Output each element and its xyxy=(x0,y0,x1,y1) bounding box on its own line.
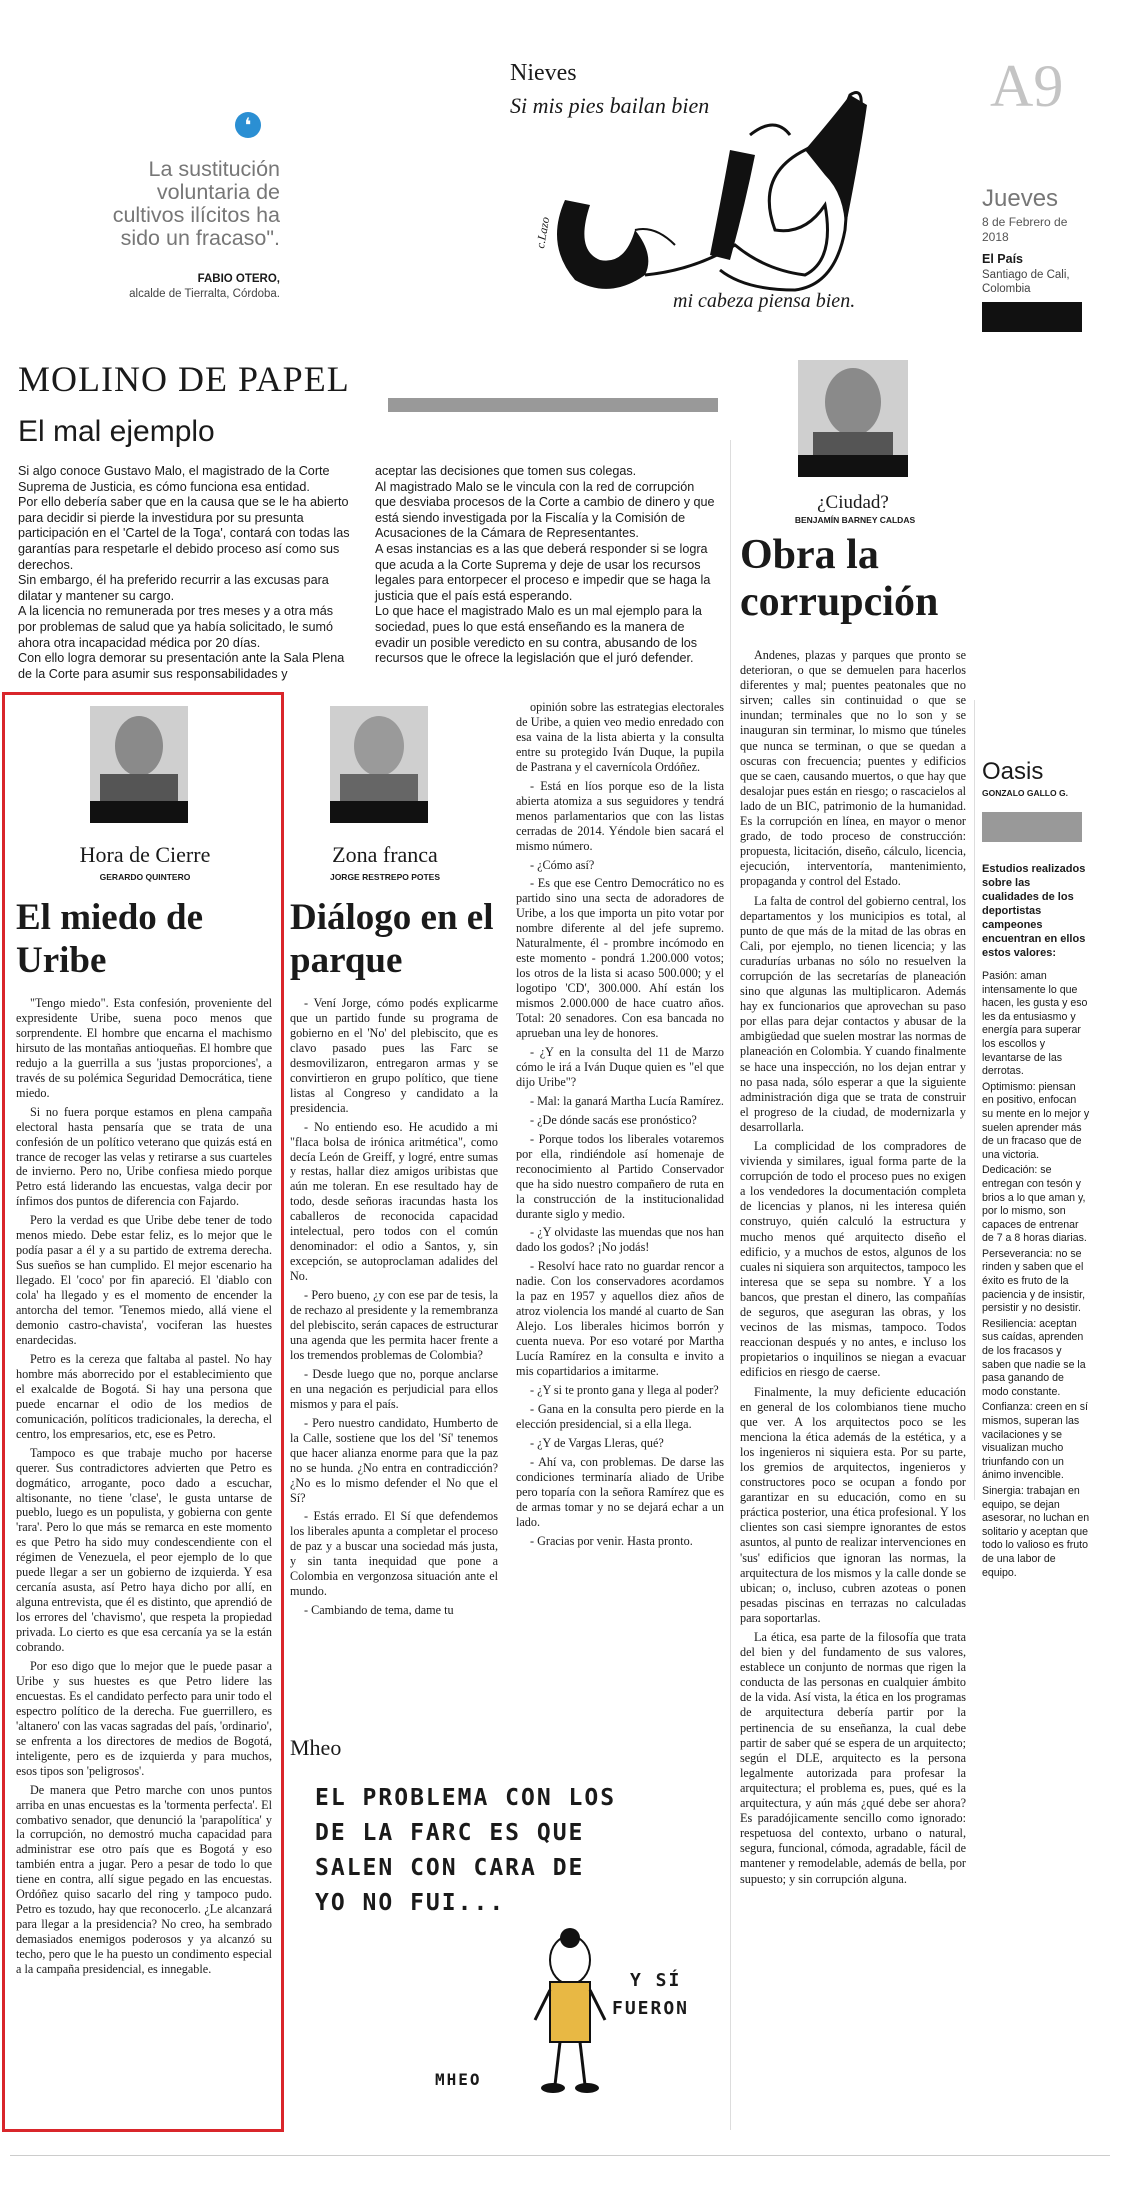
portrait-icon xyxy=(798,360,908,455)
ciudad-author: BENJAMÍN BARNEY CALDAS xyxy=(794,515,916,525)
masthead-black-bar xyxy=(982,302,1082,332)
page-number: A9 xyxy=(990,53,1064,119)
section-title-molino: MOLINO DE PAPEL xyxy=(18,359,350,399)
edition-date: 8 de Febrero de 2018 xyxy=(982,215,1068,244)
dancer-drawing xyxy=(505,55,925,320)
zona-column-name: Zona franca xyxy=(332,842,438,867)
zona-author: JORGE RESTREPO POTES xyxy=(329,872,441,882)
portrait-icon xyxy=(90,706,188,801)
mheo-caption-1: EL PROBLEMA CON LOS xyxy=(315,1785,617,1811)
cartoon-signature: c.Lazo xyxy=(533,215,553,250)
paper-name: El País xyxy=(982,252,1023,266)
author-photo-quintero xyxy=(90,706,188,823)
quote-role: alcalde de Tierralta, Córdoba. xyxy=(129,288,280,300)
editorial-headline: El mal ejemplo xyxy=(18,415,215,448)
mheo-cartoon xyxy=(290,1770,726,2110)
ciudad-body: Andenes, plazas y parques que pronto se deterioran, o que se demuelen para hacerlos diferentes y mal; puentes peatonales que no sirven; calles sin continuidad o que se inundan; terminales que no lo son y se inauguran sin terminar, lo mismo que túneles que nunca se terminan, o que se quedan a oscuras con frecuencia; puentes y edificios que se caen, causando muertos, o que hay que desalojar pues están en riesgo; o rascacielos al lado de un BIC, patrimonio de la humanidad. Es la corrupción en línea, en mayor o menor grado, de todo proceso de construcción: propuesta, licitación, diseño, cálculo, licencia, ejecución, interventoría, mantenimiento, propaganda y control del Estado. La falta de control del gobierno central, los departamentos y los municipios es total, al punto de que más de la mitad de las obras en Cali, por ejemplo, no tienen licencia; y las curadurías urbanas no sólo no resuelven la corrupción de las secretarías de planeación sino que algunas las multiplicaron. Además hay ex funcionarios que aprovechan su paso por ellas para dejar contactos y abusar de la ambigüedad que suelen mostrar las normas de planeación en Colombia. Y cuando finalmente se hace una inspección, no los dejan entrar y no pasa nada, sólo esperar a que la siguiente administración diga que se trata de construir el progreso de la ciudad, de modernizarla y desarrollarla. La complicidad de los compradores de vivienda y similares, igual forma parte de la corrupción de todo el proceso pues no exigen a los vendedores la documentación completa de licencias y planos, ni les interesa quién construyo, quién calculó la estructura y mucho menos qué arquitecto diseño el edificio, y a muchos de estos, algunos de los cuales ni siquiera son arquitectos, tampoco les interesa que se sepa su nombre. Y a los bancos, que prestan el dinero, las compañías de seguros, que aseguran las obras, y los vecinos de las mismas, tampoco. Todos reaccionan después y no antes, e incluso los propietarios o inquilinos se niegan a evacuar edificios en riesgo de caerse. Finalmente, la muy deficiente educación en general de los colombianos tiene mucho que ver. A los arquitectos poco se les menciona la ética además de la estética, y a los ingenieros ni siquiera esta. Por su parte, los gremios de arquitectos, ingenieros y constructores poco se ocupan a fondo por garantizar en su educación, como en su práctica posterior, una ética profesional. Y los clientes son casi siempre ignorantes de estos asuntos, al punto de realizar intervenciones en 'sus' edificios que ignoran las normas, la arquitectura de los mismos y la calle donde se ubican; o, incluso, cubren azoteas o ponen pesadas piscinas en terrazas no calculadas para soportarlas. La ética, esa parte de la filosofía que trata del bien y del fundamento de sus valores, establece un conjunto de normas que rigen la conducta de las personas en cualquier ámbito de la vida. Así vista, la ética en los programas de arquitectura debería partir por la pertinencia de su enseñanza, la cual debe partir de saber qué se espera de un arquitecto; según el DLE, arquitecto es la persona legalmente autorizada para profesar la arquitectura; el problema es, pues, qué es la arquitectura, y aún más ¿qué debe ser ahora? Es paradójicamente sencillo como ignorado: respetuosa del contexto, urbano o natural, segura, funcional, cómoda, agradable, fácil de mantener y remodelable, además de bella, por supuesto; y sin corrupción alguna. xyxy=(740,648,966,1886)
column-rule xyxy=(730,440,731,2130)
cartoon-title: Nieves xyxy=(510,60,577,86)
column-rule xyxy=(974,700,975,1500)
footer-rule xyxy=(10,2155,1110,2156)
zona-body-col-1: - Vení Jorge, cómo podés explicarme que un partido funde su programa de gobierno en el 'No' del plebiscito, que es clavo pasado pues las Farc se desmovilizaron, entregaron armas y se convirtieron en grupo político, que tiene listas al Congreso y candidato a la presidencia. - No entiendo eso. He acudido a mi "flaca bolsa de irónica aritmética", como decía León de Greiff, y logré, entre sumas y restas, hallar diez amigos uribistas que aún me toleran. En ese resultado hay de todo, desde señoras iracundas hasta los caballeros de reconocida capacidad intelectual, pero todos con el común denominador: el odio a Santos, y, sin excepción, se autoproclaman adalides del No. - Pero bueno, ¿y con ese par de tesis, la de rechazo al presidente y la remembranza del plebiscito, serán capaces de estructurar una agenda que les permita hacer frente a los tremendos problemas de Colombia? - Desde luego que no, porque anclarse en una negación es perjudicial para ellos mismos y para el país. - Pero nuestro candidato, Humberto de la Calle, sostiene que los del 'Sí' tenemos que hacer alianza enorme para que la paz no se hunda. ¿No entra en contradicción? ¿No es lo mismo defender el No que el Sí? - Estás errado. El Sí que defendemos los liberales apunta a completar el proceso de paz y a buscar una sociedad más justa, y sin tanta inequidad que pone a Colombia en vergonzosa situación ante el mundo. - Cambiando de tema, dame tu xyxy=(290,996,498,1618)
mheo-reply-2: FUERON xyxy=(612,1998,690,2019)
paper-location: Santiago de Cali, Colombia xyxy=(982,269,1070,295)
cartoon-caption-top: Si mis pies bailan bien xyxy=(510,93,710,118)
hora-author: GERARDO QUINTERO xyxy=(99,872,191,882)
editorial-col-1: Si algo conoce Gustavo Malo, el magistrado de la Corte Suprema de Justicia, es cómo funciona esa entidad. Por ello debería saber que en la causa que se le ha abierto para decidir si pierde la investidura por su presunta participación en el 'Cartel de la Toga', contará con todas las garantías para respetarle el debido proceso así como sus derechos. Sin embargo, él ha preferido recurrir a las excusas para dilatar y mantener su cargo. A la licencia no remunerada por tres meses y a otra más por problemas de salud que ya había solicitado, le sumó ahora otra incapacidad médica por 20 días. Con ello logra demorar su presentación ante la Sala Plena de la Corte para asumir sus responsabilidades y xyxy=(18,464,350,681)
hora-body: "Tengo miedo". Esta confesión, proveniente del expresidente Uribe, suena poco menos que sorprendente. El hombre que encarna el machismo hirsuto de las montañas antioqueñas. El hombre que redujo a la guerrilla a sus 'justas proporciones', a través de su polémica Seguridad Democrática, tiene miedo. Si no fuera porque estamos en plena campaña electoral hasta pensaría que se trata de una confesión de un político veterano que quizás está en trance de recoger las velas y retirarse a sus cuarteles de invierno. Pero no, Uribe confiesa miedo porque Petro está liderando las encuestas, valga decir por ínfimos dos puntos de diferencia con Fajardo. Pero la verdad es que Uribe debe tener de todo menos miedo. Debe estar feliz, es lo mejor que le podía pasar a él y a su partido de extrema derecha. Sus sueños se han cumplido. El mejor escenario ha llegado. El 'coco' por fin apareció. El 'diablo con cola' ha llegado y es el momento de encender la antorcha del temor. 'Tenemos miedo, allá viene el demonio castro-chavista', vociferan las huestes enardecidas. Petro es la cereza que faltaba al pastel. No hay hombre más aborrecido por el establecimiento que el exalcalde de Bogotá. Si hay una persona que puede encarnar el odio de los medios de comunicación, políticos tradicionales, la derecha, el centro, los empresarios, etc, ese es Petro. Tampoco es que trabaje mucho por hacerse querer. Sus contradictores advierten que Petro es dogmático, arrogante, poco dado a escuchar, altisonante, no tiene 'clase', le gusta untarse de pueblo, luego es un populista, y gobierna con gente 'rara'. Pero lo que más se remarca en este momento es que Petro ha sido muy condescendiente con el régimen de Venezuela, el peor ejemplo de lo que puede llegar a ser un gobierno de izquierda. Y esa cercanía asusta, así Petro haya dicho por allí, en alguna entrevista, que él es distinto, que aprendió de los errores del 'chavismo', que respeta la propiedad privada. Lo cierto es que esa cercanía ya se la están cobrando. Por eso digo que lo mejor que le puede pasar a Uribe y sus huestes es que Petro lidere las encuestas. Es el candidato perfecto para unir todo el espectro político de la derecha. Fue guerrillero, es 'altanero' con las vacas sagradas del país, 'ordinario', se enfrenta a los directores de medios de Bogotá, inteligente, pero es de izquierda y para muchos, esos tipos son 'peligrosos'. De manera que Petro marche con unos puntos arriba en unas encuestas es la 'tormenta perfecta'. El combativo senador, que denunció la 'parapolítica' y la corrupción, no demostró mucha capacidad para administrar ese otro país que es Bogotá y eso también entra a jugar. Pero a pesar de todo lo que tiene en contra, allí sigue pegado en las encuestas. Ordóñez quiso sacarlo del ring y tampoco pudo. Petro es tozudo, hay que reconocerlo. ¿Le alcanzará para llegar a la presidencia? No creo, ha sembrado demasiados enemigos poderosos y ya alcanzó su techo, pero que le ha puesto un condimento especial a la campaña presidencial, es innegable. xyxy=(16,996,272,1977)
portrait-icon xyxy=(330,706,428,801)
ciudad-kicker: ¿Ciudad? xyxy=(817,492,889,513)
hora-column-name: Hora de Cierre xyxy=(79,842,211,867)
oasis-intro: Estudios realizados sobre las cualidades de los deportistas campeones encuentran en ellos estos valores: xyxy=(982,863,1086,959)
top-cartoon xyxy=(505,55,925,320)
quote-author: FABIO OTERO, xyxy=(197,273,280,285)
edition-day: Jueves xyxy=(982,185,1059,212)
oasis-author: GONZALO GALLO G. xyxy=(982,788,1068,798)
quote-text: La sustitución voluntaria de cultivos ilícitos ha sido un fracaso". xyxy=(112,157,280,250)
quote-icon: ❛ xyxy=(235,112,261,138)
mheo-caption-2: DE LA FARC ES QUE xyxy=(315,1820,585,1846)
zona-body-col-2: opinión sobre las estrategias electorales de Uribe, a quien veo medio enredado con esa vaina de la lista abierta y la consulta entre su protegido Iván Duque, la pupila de Pastrana y el cavernícola Ordóñez. - Está en líos porque eso de la lista abierta atomiza a sus seguidores y tendrá menos parlamentarios que con las listas cerradas de 2014. Yéndole bien sacará el mismo número. - ¿Cómo así? - Es que ese Centro Democrático no es partido sino una secta de adoradores de Uribe, a los que importa un pito votar por nombre diferente al del jefe supremo. Naturalmente, él - prombre incómodo en este momento - pondrá 1.200.000 votos; los otros de la lista si acaso 500.000; y el logotipo 'CD', 300.000. Ahí están los mismos 2.000.000 de hace cuatro años. Total: 20 senadores. Con esa bancada no aprueban una ley de honores. - ¿Y en la consulta del 11 de Marzo cómo le irá a Iván Duque quien es "el que dijo Uribe"? - Mal: la ganará Martha Lucía Ramírez. - ¿De dónde sacás ese pronóstico? - Porque todos los liberales votaremos por ella, rindiéndole así homenaje de reconocimiento al Partido Conservador que ha sido nuestro compañero de ruta en la construcción de la institucionalidad durante siglo y medio. - ¿Y olvidaste las muendas que nos han dado los godos? ¡No jodás! - Resolví hace rato no guardar rencor a nadie. Con los conservadores acordamos la paz en 1957 y aquellos diez años de atroz violencia los mandé al cuarto de San Alejo. Los liberales hicimos borrón y cuenta nueva. Por eso votaré por Martha Lucía Ramírez en la consulta e invito a mis copartidarios a imitarme. - ¿Y si te pronto gana y llega al poder? - Gana en la consulta pero pierde en la elección presidencial, si a ella llega. - ¿Y de Vargas Lleras, qué? - Ahí va, con problemas. De darse las condiciones terminaría aliado de Uribe pero toparía con la señora Ramírez que es de armas tomar y no se dejará echar a un lado. - Gracias por venir. Hasta pronto. xyxy=(516,700,724,1548)
ciudad-headline: Obra la corrupción xyxy=(740,532,939,625)
author-photo-restrepo xyxy=(330,706,428,823)
mheo-signature: MHEO xyxy=(435,2070,482,2089)
mheo-caption-4: YO NO FUI... xyxy=(315,1890,506,1916)
mheo-label: Mheo xyxy=(290,1735,342,1760)
oasis-bar xyxy=(982,812,1082,842)
mheo-reply-1: Y SÍ xyxy=(630,1970,682,1991)
cartoon-caption-bottom: mi cabeza piensa bien. xyxy=(673,290,856,312)
mheo-caption-3: SALEN CON CARA DE xyxy=(315,1855,585,1881)
zona-headline: Diálogo en el parque xyxy=(290,897,494,981)
editorial-col-2: aceptar las decisiones que tomen sus colegas. Al magistrado Malo se le vincula con la red de corrupción que desviaba procesos de la Corte a cambio de dinero y que está siendo investigada por la Fiscalía y la Comisión de Acusaciones de la Cámara de Representantes. A esas instancias es a las que deberá responder si se logra que acuda a la Corte Suprema y deje de usar los recursos legales para entorpecer el proceso e impedir que se haga la justicia que el país está esperando. Lo que hace el magistrado Malo es un mal ejemplo para la sociedad, pues lo que está enseñando es la manera de evadir un posible veredicto en su contra, abusando de los recursos que le ofrece la legislación que el juró defender. xyxy=(375,464,715,666)
author-photo-barney xyxy=(798,360,908,477)
oasis-title: Oasis xyxy=(982,758,1044,785)
section-bar xyxy=(388,398,718,412)
oasis-body: Pasión: aman intensamente lo que hacen, les gusta y eso les da entusiasmo y energía para superar los escollos y levantarse de las derrotas. Optimismo: piensan en positivo, enfocan su mente en lo mejor y suelen aprender más de un fracaso que de una victoria. Dedicación: se entregan con tesón y brios a lo que aman y, por lo mismo, son capaces de entrenar de 7 a 8 horas diarias. Perseverancia: no se rinden y saben que el éxito es fruto de la paciencia y de insistir, persistir y no desistir. Resiliencia: aceptan sus caídas, aprenden de los fracasos y saben que nadie se la pasa ganando de modo constante. Confianza: creen en sí mismos, superan las vacilaciones y se visualizan mucho triunfando con un ánimo invencible. Sinergia: trabajan en equipo, se dejan asesorar, no luchan en solitario y aceptan que todo lo valioso es fruto de una labor de equipo. xyxy=(982,970,1090,1579)
hora-headline: El miedo de Uribe xyxy=(16,897,204,981)
